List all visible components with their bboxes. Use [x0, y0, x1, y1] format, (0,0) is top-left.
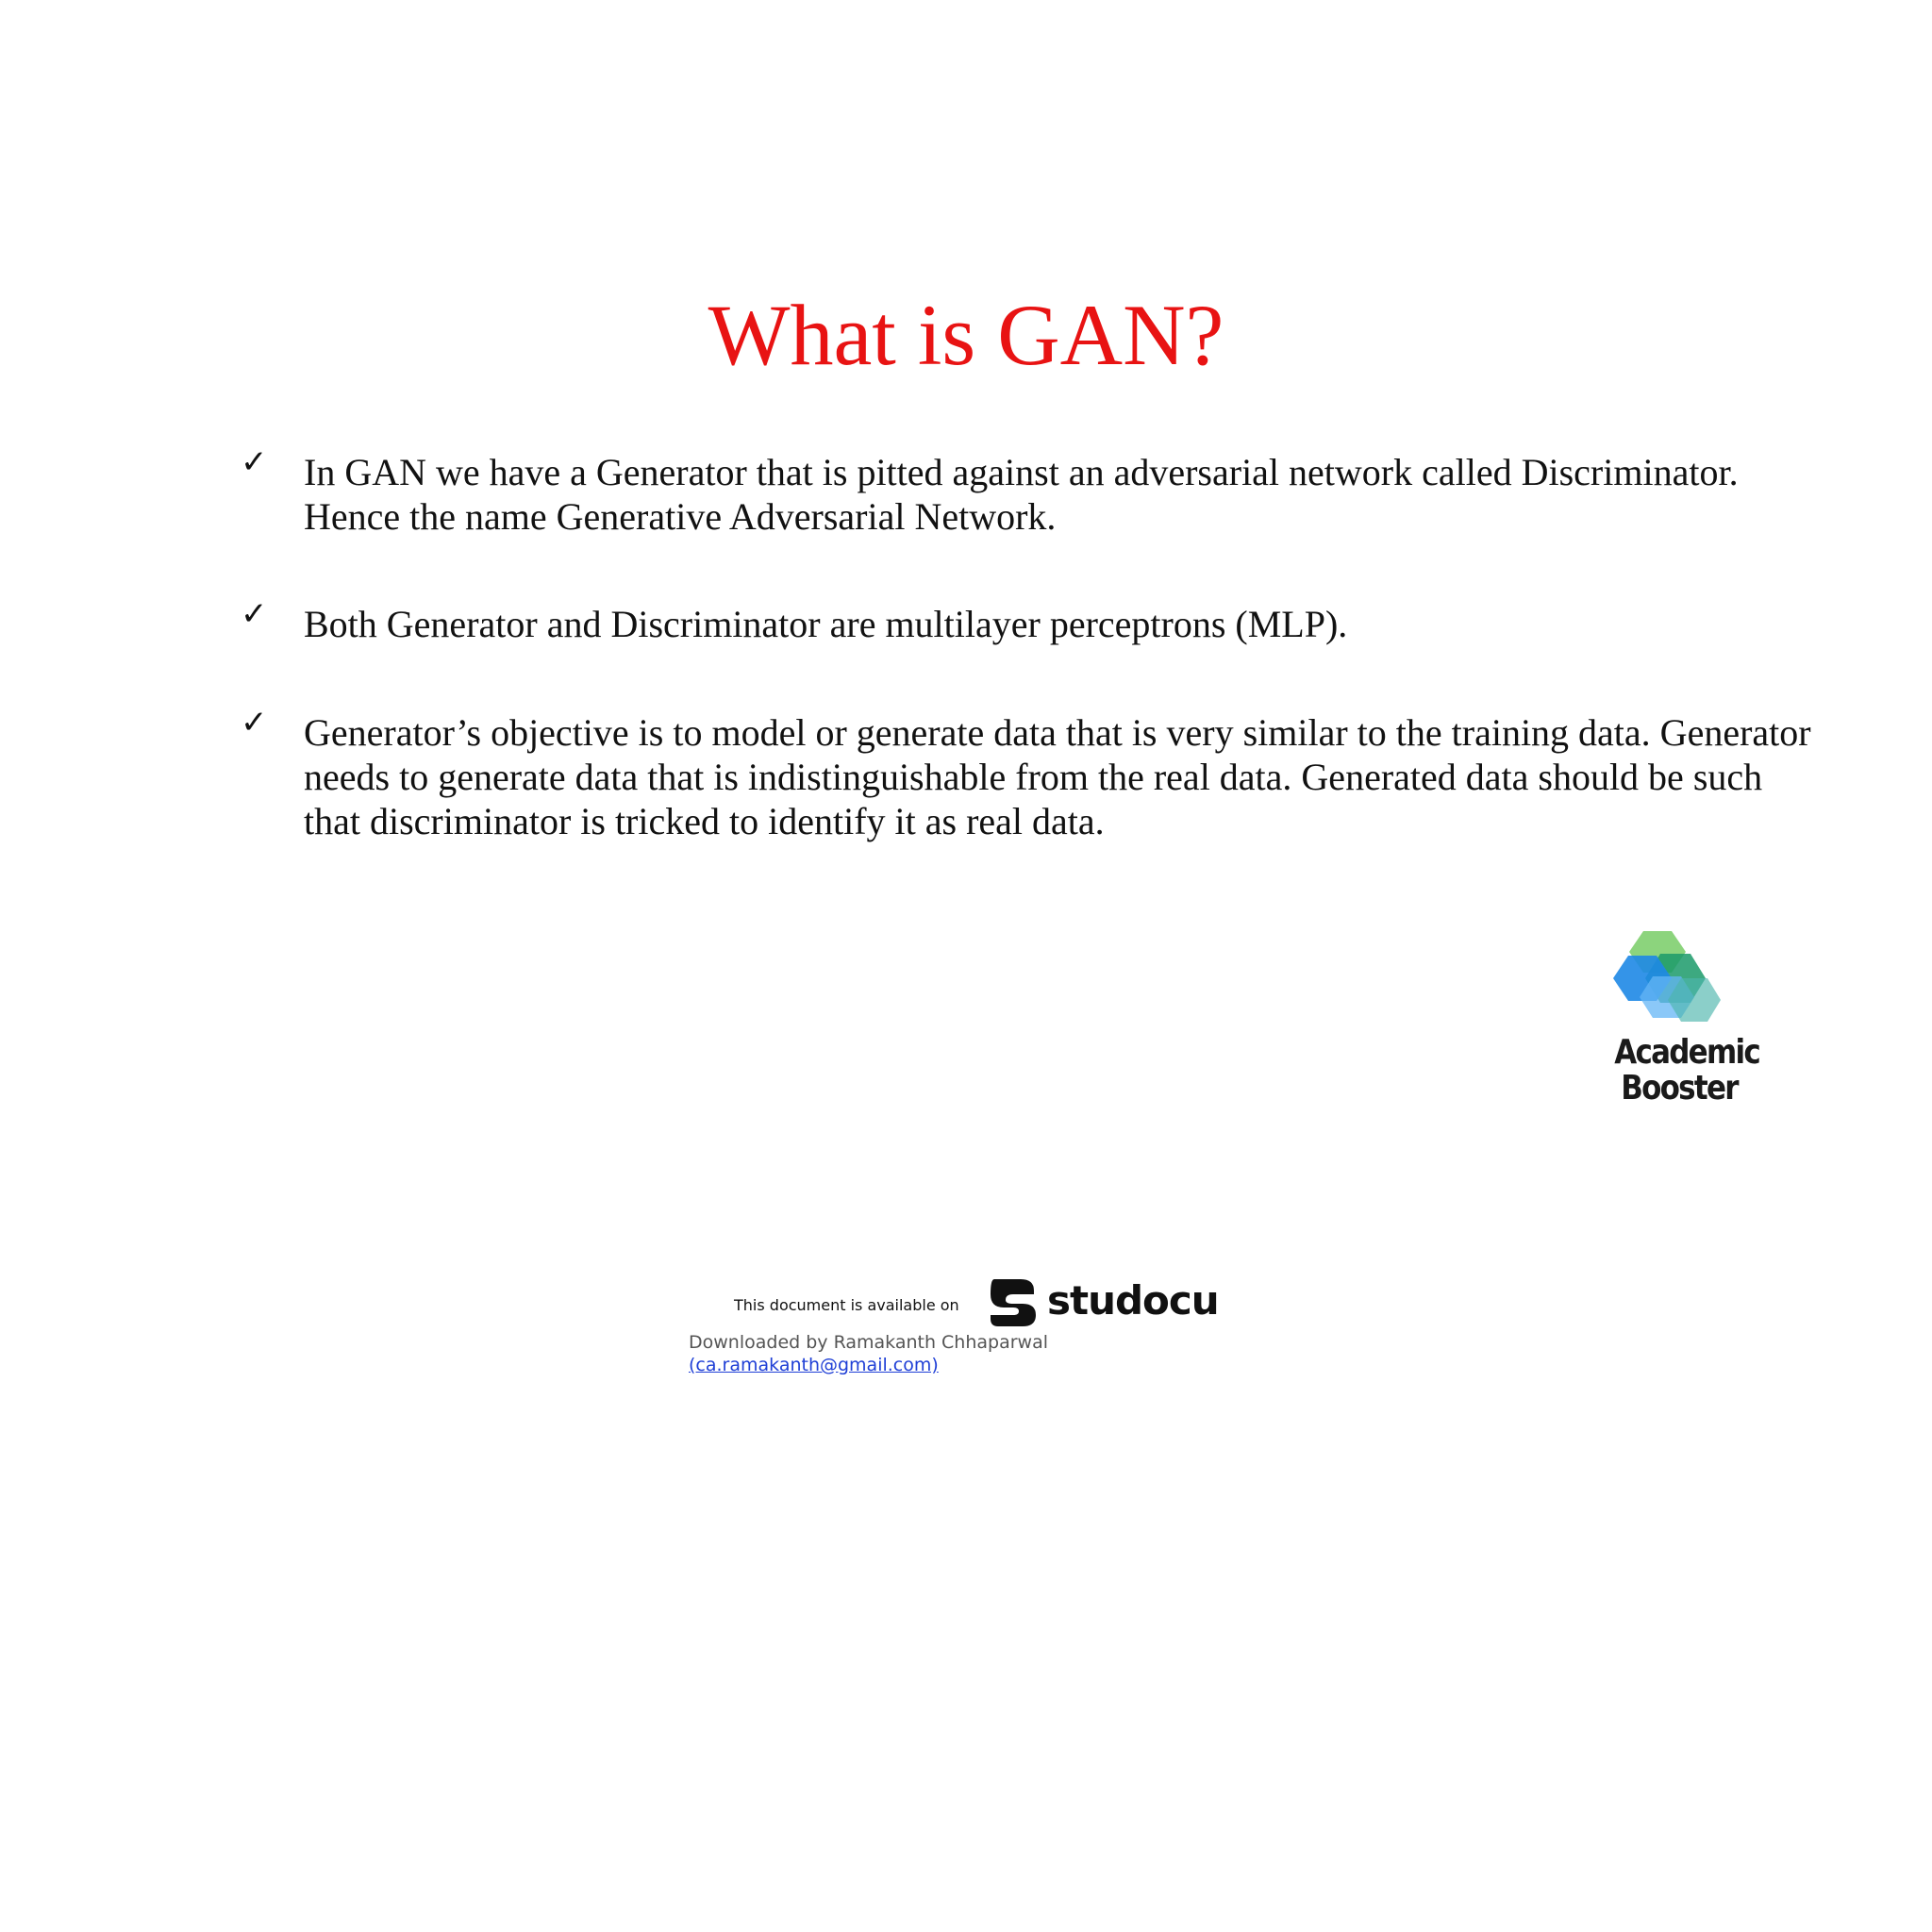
studocu-logo-icon[interactable] — [985, 1274, 1041, 1330]
academic-booster-logo — [1604, 929, 1760, 1108]
availability-text: This document is available on — [734, 1296, 959, 1314]
studocu-wordmark[interactable]: studocu — [1047, 1277, 1219, 1324]
downloaded-by-text: Downloaded by Ramakanth Chhaparwal — [689, 1332, 1049, 1353]
bullet-item — [241, 595, 1813, 646]
checkmark-icon: ✓ — [241, 595, 268, 633]
hexagon-logo-icon — [1604, 929, 1755, 1033]
bullet-item — [241, 704, 1813, 843]
bullet-text: Both Generator and Discriminator are multilayer perceptrons (MLP). — [304, 603, 1348, 645]
checkmark-icon: ✓ — [241, 704, 268, 741]
page-title: What is GAN? — [708, 287, 1224, 383]
document-footer — [689, 1274, 1255, 1387]
logo-text-line1: Academic — [1614, 1033, 1760, 1072]
checkmark-icon: ✓ — [241, 443, 268, 481]
email-link[interactable]: (ca.ramakanth@gmail.com) — [689, 1355, 939, 1375]
logo-text-line2: Booster — [1621, 1069, 1738, 1108]
bullet-text: In GAN we have a Generator that is pitted against an adversarial network called Discriminator. Hence the name Generative Adversarial Network. — [304, 451, 1739, 538]
bullet-text: Generator’s objective is to model or generate data that is very similar to the training data. Generator needs to generate data that is indistinguishable from the real data. Generated data should be such that discriminator is tricked to identify it as real data. — [304, 711, 1811, 842]
bullet-item — [241, 443, 1813, 539]
